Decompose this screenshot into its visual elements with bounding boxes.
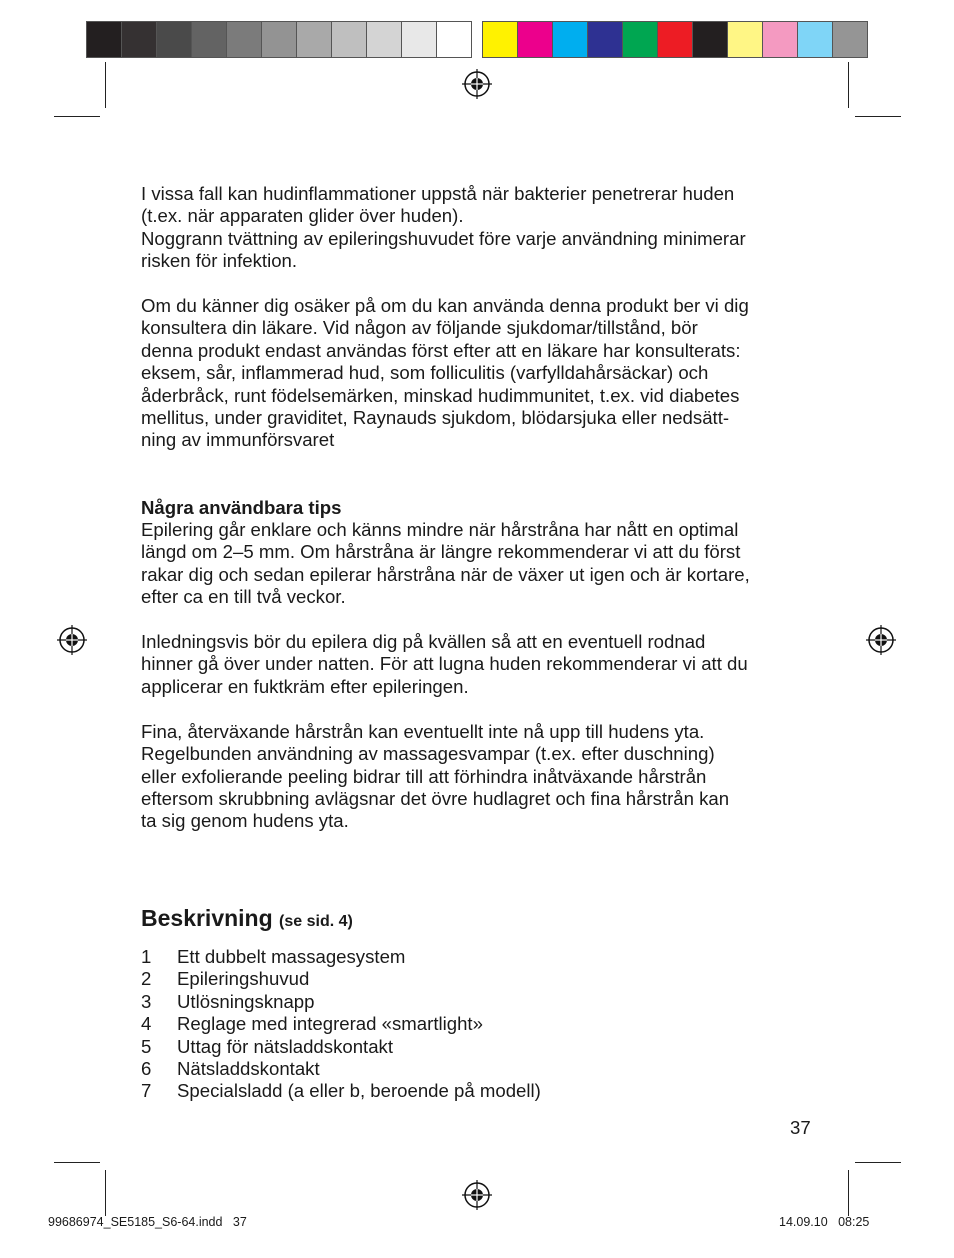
grayscale-calibration-bar bbox=[86, 21, 472, 58]
text-line: längd om 2–5 mm. Om hårstråna är längre rekommenderar vi att du först bbox=[141, 541, 741, 563]
color-swatch bbox=[728, 22, 763, 57]
gray-swatch bbox=[157, 22, 192, 57]
gray-swatch bbox=[192, 22, 227, 57]
gray-swatch bbox=[437, 22, 471, 57]
text-line: mellitus, under graviditet, Raynauds sjukdom, blödarsjuka eller nedsätt- bbox=[141, 407, 730, 429]
text-line: applicerar en fuktkräm efter epileringen. bbox=[141, 675, 469, 697]
text-line: eksem, sår, inflammerad hud, som folliculitis (varfylldahårsäckar) och bbox=[141, 362, 709, 384]
crop-mark-top-left-vertical bbox=[105, 62, 106, 108]
text-line: risken för infektion. bbox=[141, 250, 298, 272]
list-item-number: 1 bbox=[141, 946, 152, 967]
gray-swatch bbox=[262, 22, 297, 57]
color-swatch bbox=[763, 22, 798, 57]
color-calibration-bar bbox=[482, 21, 868, 58]
list-item-label: Specialsladd (a eller b, beroende på modell) bbox=[177, 1080, 541, 1102]
section-page-reference: (se sid. 4) bbox=[279, 913, 353, 930]
print-slug-date: 14.09.10 08:25 bbox=[779, 1215, 870, 1229]
text-line: eller exfolierande peeling bidrar till att förhindra inåtväxande hårstrån bbox=[141, 765, 707, 787]
text-line: ta sig genom hudens yta. bbox=[141, 810, 349, 832]
text-line: rakar dig och sedan epilerar hårstråna när de växer ut igen och är kortare, bbox=[141, 563, 750, 585]
list-item-label: Ett dubbelt massagesystem bbox=[177, 946, 406, 967]
list-item-number: 7 bbox=[141, 1080, 152, 1102]
text-line: Fina, återväxande hårstrån kan eventuellt inte nå upp till hudens yta. bbox=[141, 720, 705, 742]
color-swatch bbox=[483, 22, 518, 57]
text-line: I vissa fall kan hudinflammationer uppstå när bakterier penetrerar huden bbox=[141, 183, 735, 204]
list-item bbox=[141, 1036, 541, 1058]
list-item-label: Utlösningsknapp bbox=[177, 990, 315, 1012]
registration-mark-right-icon bbox=[866, 625, 896, 655]
text-line: Inledningsvis bör du epilera dig på kvällen så att en eventuell rodnad bbox=[141, 631, 706, 653]
text-line: denna produkt endast användas först efter att en läkare har konsulterats: bbox=[141, 339, 741, 361]
color-swatch bbox=[588, 22, 623, 57]
color-swatch bbox=[658, 22, 693, 57]
text-line: hinner gå över under natten. För att lugna huden rekommenderar vi att du bbox=[141, 653, 748, 675]
page-number: 37 bbox=[790, 1117, 811, 1138]
text-line: Regelbunden användning av massagesvampar (t.ex. efter duschning) bbox=[141, 743, 715, 765]
list-item-number: 4 bbox=[141, 1013, 152, 1035]
text-line: Noggrann tvättning av epileringshuvudet före varje användning minimerar bbox=[141, 227, 746, 249]
list-item bbox=[141, 1058, 541, 1080]
crop-mark-bottom-right-vertical bbox=[848, 1170, 849, 1216]
text-line: efter ca en till två veckor. bbox=[141, 586, 346, 608]
color-swatch bbox=[693, 22, 728, 57]
list-item bbox=[141, 946, 541, 968]
crop-mark-bottom-left-horizontal bbox=[54, 1162, 100, 1163]
color-swatch bbox=[553, 22, 588, 57]
list-item-number: 6 bbox=[141, 1058, 152, 1080]
print-slug-file: 99686974_SE5185_S6-64.indd 37 bbox=[48, 1215, 247, 1229]
gray-swatch bbox=[87, 22, 122, 57]
list-item-number: 3 bbox=[141, 990, 152, 1012]
parts-list bbox=[141, 946, 541, 1103]
gray-swatch bbox=[332, 22, 367, 57]
crop-mark-bottom-right-horizontal bbox=[855, 1162, 901, 1163]
paragraph-evening-epilation bbox=[141, 631, 821, 698]
color-swatch bbox=[798, 22, 833, 57]
list-item bbox=[141, 1080, 541, 1102]
gray-swatch bbox=[367, 22, 402, 57]
text-line: ning av immunförsvaret bbox=[141, 429, 335, 451]
paragraph-infection-risk bbox=[141, 183, 821, 273]
section-title bbox=[141, 905, 353, 932]
text-line: Epilering går enklare och känns mindre när hårstråna har nått en optimal bbox=[141, 519, 739, 541]
paragraph-tips bbox=[141, 497, 821, 609]
list-item bbox=[141, 968, 541, 990]
registration-mark-top-icon bbox=[462, 69, 492, 99]
list-item-number: 2 bbox=[141, 968, 152, 990]
list-item-label: Nätsladdskontakt bbox=[177, 1058, 320, 1080]
list-item-number: 5 bbox=[141, 1035, 152, 1057]
crop-mark-bottom-left-vertical bbox=[105, 1170, 106, 1216]
text-line: eftersom skrubbning avlägsnar det övre hudlagret och fina hårstrån kan bbox=[141, 787, 730, 809]
color-swatch bbox=[518, 22, 553, 57]
color-swatch bbox=[833, 22, 867, 57]
list-item-label: Uttag för nätsladdskontakt bbox=[177, 1035, 394, 1057]
paragraph-consult-doctor bbox=[141, 295, 821, 452]
gray-swatch bbox=[402, 22, 437, 57]
list-item bbox=[141, 991, 541, 1013]
text-line: konsultera din läkare. Vid någon av följande sjukdomar/tillstånd, bör bbox=[141, 317, 698, 339]
gray-swatch bbox=[297, 22, 332, 57]
crop-mark-top-right-vertical bbox=[848, 62, 849, 108]
list-item-label: Reglage med integrerad «smartlight» bbox=[177, 1013, 483, 1035]
registration-mark-left-icon bbox=[57, 625, 87, 655]
paragraph-ingrown-hairs bbox=[141, 721, 821, 833]
color-swatch bbox=[623, 22, 658, 57]
text-line: (t.ex. när apparaten glider över huden). bbox=[141, 205, 464, 227]
body-text bbox=[141, 183, 821, 855]
text-line: Om du känner dig osäker på om du kan använda denna produkt ber vi dig bbox=[141, 295, 749, 317]
section-title-text: Beskrivning bbox=[141, 905, 273, 931]
list-item bbox=[141, 1013, 541, 1035]
list-item-label: Epileringshuvud bbox=[177, 968, 310, 990]
gray-swatch bbox=[227, 22, 262, 57]
gray-swatch bbox=[122, 22, 157, 57]
crop-mark-top-right-horizontal bbox=[855, 116, 901, 117]
crop-mark-top-left-horizontal bbox=[54, 116, 100, 117]
text-line: åderbråck, runt födelsemärken, minskad hudimmunitet, t.ex. vid diabetes bbox=[141, 384, 740, 406]
registration-mark-bottom-icon bbox=[462, 1180, 492, 1210]
tips-heading: Några användbara tips bbox=[141, 496, 342, 518]
